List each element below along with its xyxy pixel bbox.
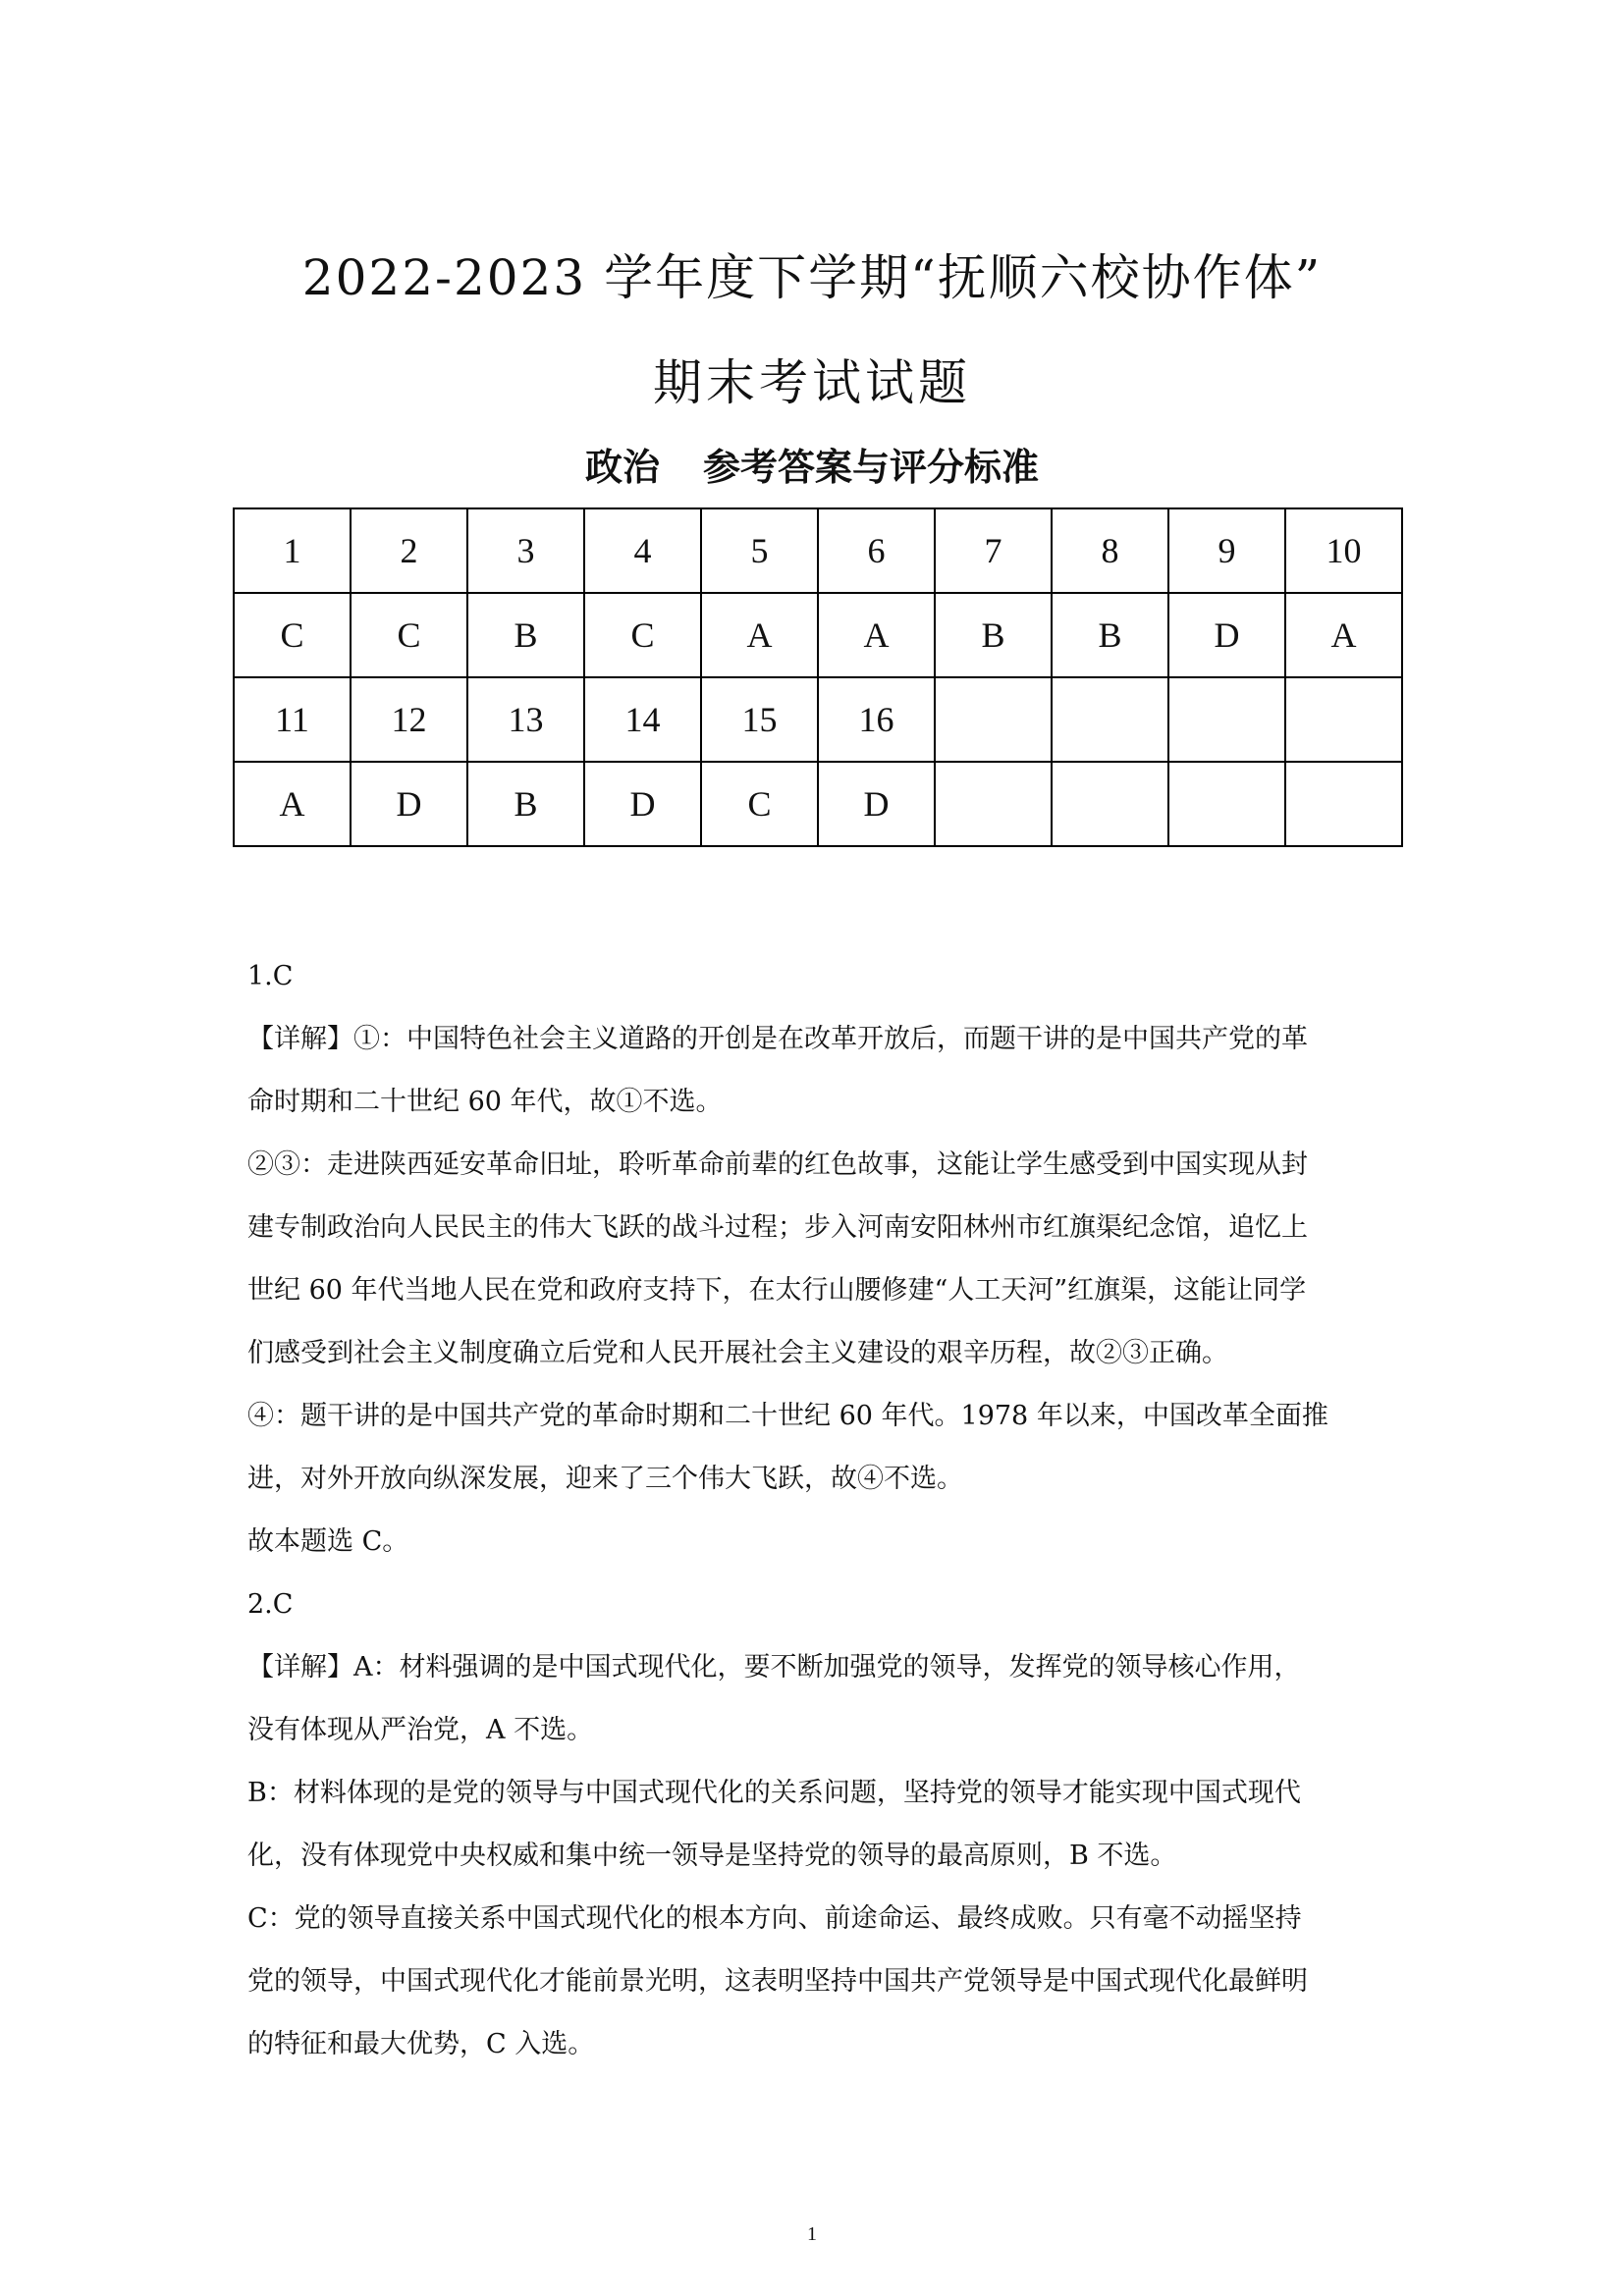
table-cell: 14 [584,677,701,762]
table-cell: C [584,593,701,677]
table-cell: 4 [584,508,701,593]
text-line: C：党的领导直接关系中国式现代化的根本方向、前途命运、最终成败。只有毫不动摇坚持 [247,1903,1302,1934]
text-line: 世纪 60 年代当地人民在党和政府支持下，在太行山腰修建“人工天河”红旗渠，这能让同学 [247,1275,1307,1306]
answer-key-label: 参考答案与评分标准 [703,446,1040,489]
table-cell: A [701,593,818,677]
table-cell: C [234,593,351,677]
table-cell [1052,762,1168,846]
table-cell: 3 [467,508,584,593]
table-cell: 13 [467,677,584,762]
table-cell: 10 [1285,508,1402,593]
table-cell: D [818,762,935,846]
table-cell [1168,762,1285,846]
table-cell: C [701,762,818,846]
table-cell: 8 [1052,508,1168,593]
table-cell: B [467,593,584,677]
text-line: 故本题选 C。 [247,1526,409,1557]
exam-subtitle: 期末考试试题 [653,354,971,411]
text-line: 的特征和最大优势，C 入选。 [247,2029,595,2059]
table-cell [935,762,1052,846]
table-row [234,508,1402,593]
table-cell: 11 [234,677,351,762]
table-cell [1052,677,1168,762]
table-cell: C [351,593,467,677]
table-cell: 16 [818,677,935,762]
table-cell: 12 [351,677,467,762]
text-line: 没有体现从严治党，A 不选。 [247,1715,594,1745]
text-line: ④：题干讲的是中国共产党的革命时期和二十世纪 60 年代。1978 年以来，中国改革全面推 [247,1401,1328,1431]
text-line: 建专制政治向人民民主的伟大飞跃的战斗过程；步入河南安阳林州市红旗渠纪念馆，追忆上 [247,1212,1308,1243]
text-line: 们感受到社会主义制度确立后党和人民开展社会主义建设的艰辛历程，故②③正确。 [247,1338,1228,1368]
table-cell: B [935,593,1052,677]
text-line: 进，对外开放向纵深发展，迎来了三个伟大飞跃，故④不选。 [247,1464,963,1494]
table-cell: 5 [701,508,818,593]
table-row [234,762,1402,846]
table-cell: 2 [351,508,467,593]
answer-table [233,507,1403,847]
table-cell: A [818,593,935,677]
table-cell: 1 [234,508,351,593]
page-number: 1 [807,2223,817,2245]
explanations [247,945,1386,2076]
table-cell: B [467,762,584,846]
table-cell: D [351,762,467,846]
table-cell [1168,677,1285,762]
table-cell: A [1285,593,1402,677]
table-cell [1285,762,1402,846]
table-row [234,677,1402,762]
text-line: 党的领导，中国式现代化才能前景光明，这表明坚持中国共产党领导是中国式现代化最鲜明 [247,1966,1308,1997]
text-line: 【详解】①：中国特色社会主义道路的开创是在改革开放后，而题干讲的是中国共产党的革 [247,1024,1308,1054]
table-cell: 6 [818,508,935,593]
table-cell: 15 [701,677,818,762]
table-cell: D [584,762,701,846]
subject-label: 政治 [584,446,660,489]
text-line: 命时期和二十世纪 60 年代，故①不选。 [247,1087,723,1117]
table-cell: 9 [1168,508,1285,593]
text-line: 化，没有体现党中央权威和集中统一领导是坚持党的领导的最高原则，B 不选。 [247,1841,1177,1871]
text-line: B：材料体现的是党的领导与中国式现代化的关系问题，坚持党的领导才能实现中国式现代 [247,1778,1301,1808]
table-cell [1285,677,1402,762]
table-cell: D [1168,593,1285,677]
text-line: 2.C [247,1589,294,1620]
answer-key-heading [0,437,1624,491]
table-row [234,593,1402,677]
table-cell: 7 [935,508,1052,593]
text-line: 1.C [247,961,294,991]
text-line: 【详解】A：材料强调的是中国式现代化，要不断加强党的领导，发挥党的领导核心作用， [247,1652,1301,1682]
exam-title: 2022-2023 学年度下学期“抚顺六校协作体” [301,249,1323,306]
text-line: ②③：走进陕西延安革命旧址，聆听革命前辈的红色故事，这能让学生感受到中国实现从封 [247,1149,1308,1180]
table-cell [935,677,1052,762]
table-cell: A [234,762,351,846]
table-cell: B [1052,593,1168,677]
